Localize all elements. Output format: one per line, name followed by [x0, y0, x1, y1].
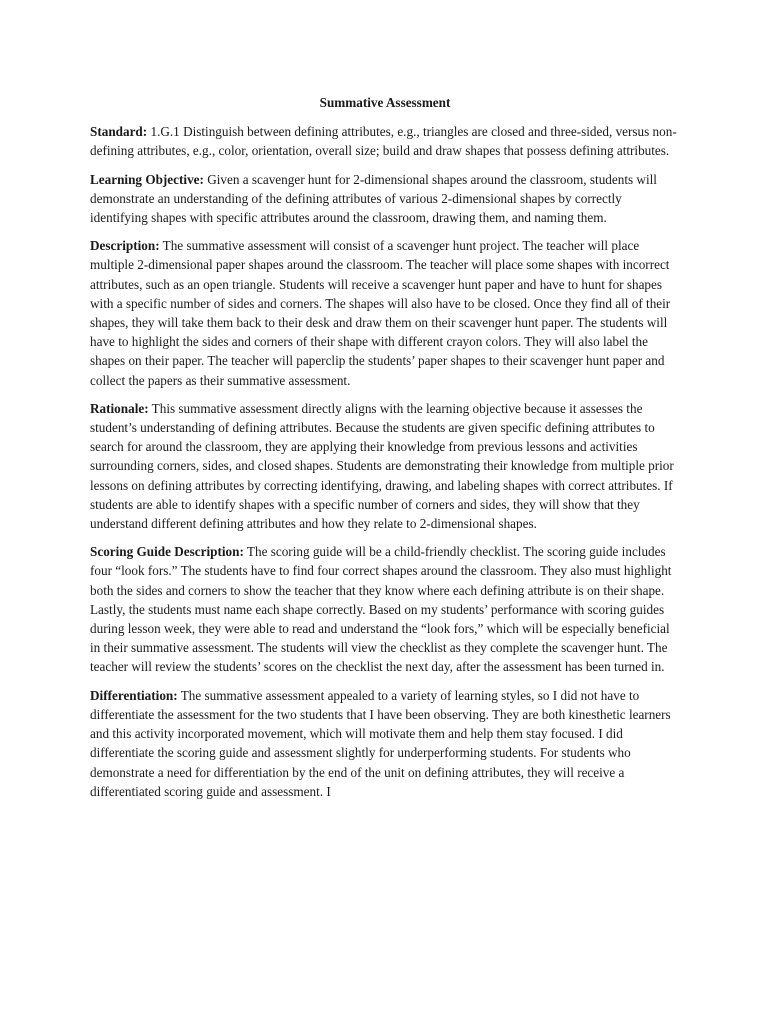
section-standard [90, 122, 680, 160]
section-rationale [90, 399, 680, 533]
section-description [90, 236, 680, 390]
document-title: Summative Assessment [319, 95, 451, 110]
section-learning-objective [90, 170, 680, 228]
section-scoring-guide-description [90, 542, 680, 676]
section-label: Standard: [90, 124, 148, 140]
section-label: Rationale: [90, 400, 149, 416]
section-label: Description: [90, 238, 160, 254]
section-differentiation [90, 686, 680, 801]
section-text: The scoring guide will be a child-friendly checklist. The scoring guide includes four “look fors.” The students have to find four correct shapes around the classroom. They also must highlight both the sides and corners to show the teacher that they know where each defining attribute is on their shape. Lastly, the students must name each shape correctly. Based on my students’ performance with scoring guides during lesson week, they were able to read and understand the “look fors,” which will be especially beneficial in their summative assessment. The students will view the checklist as they complete the scavenger hunt. The teacher will review the students’ scores on the checklist the next day, after the assessment has been turned in. [90, 544, 672, 675]
document-page [90, 93, 680, 810]
section-label: Learning Objective: [90, 171, 204, 187]
section-text: The summative assessment appealed to a variety of learning styles, so I did not have to differentiate the assessment for the two students that I have been observing. They are both kinesthetic learners and this activity incorporated movement, which will motivate them and help them stay focused. I did differentiate the scoring guide and assessment slightly for underperforming students. For students who demonstrate a need for differentiation by the end of the unit on defining attributes, they will receive a differentiated scoring guide and assessment. I [90, 687, 671, 799]
section-text: 1.G.1 Distinguish between defining attributes, e.g., triangles are closed and three-sided, versus non-defining attributes, e.g., color, orientation, overall size; build and draw shapes that possess defining attributes. [90, 124, 677, 159]
section-label: Differentiation: [90, 687, 178, 703]
section-text: This summative assessment directly aligns with the learning objective because it assesses the student’s understanding of defining attributes. Because the students are given specific defining attributes to search for around the classroom, they are applying their knowledge from previous lessons and activities surrounding corners, sides, and closed shapes. Students are demonstrating their knowledge from multiple prior lessons on defining attributes by correcting identifying, drawing, and labeling shapes with correct attributes. If students are able to identify shapes with a specific number of corners and sides, they will show that they understand different defining attributes and how they relate to 2-dimensional shapes. [90, 400, 674, 532]
section-text: Given a scavenger hunt for 2-dimensional shapes around the classroom, students will demonstrate an understanding of the defining attributes of various 2-dimensional shapes by correctly identifying shapes with specific attributes around the classroom, drawing them, and naming them. [90, 171, 657, 226]
section-label: Scoring Guide Description: [90, 544, 244, 560]
section-text: The summative assessment will consist of a scavenger hunt project. The teacher will place multiple 2-dimensional paper shapes around the classroom. The teacher will place some shapes with incorrect attributes, such as an open triangle. Students will receive a scavenger hunt paper and have to hunt for shapes with a specific number of sides and corners. The shapes will also have to be closed. Once they find all of their shapes, they will take them back to their desk and draw them on their scavenger hunt paper. The students will have to highlight the sides and corners of their shape with different crayon colors. They will also label the shapes on their paper. The teacher will paperclip the students’ paper shapes to their scavenger hunt paper and collect the papers as their summative assessment. [90, 238, 671, 388]
